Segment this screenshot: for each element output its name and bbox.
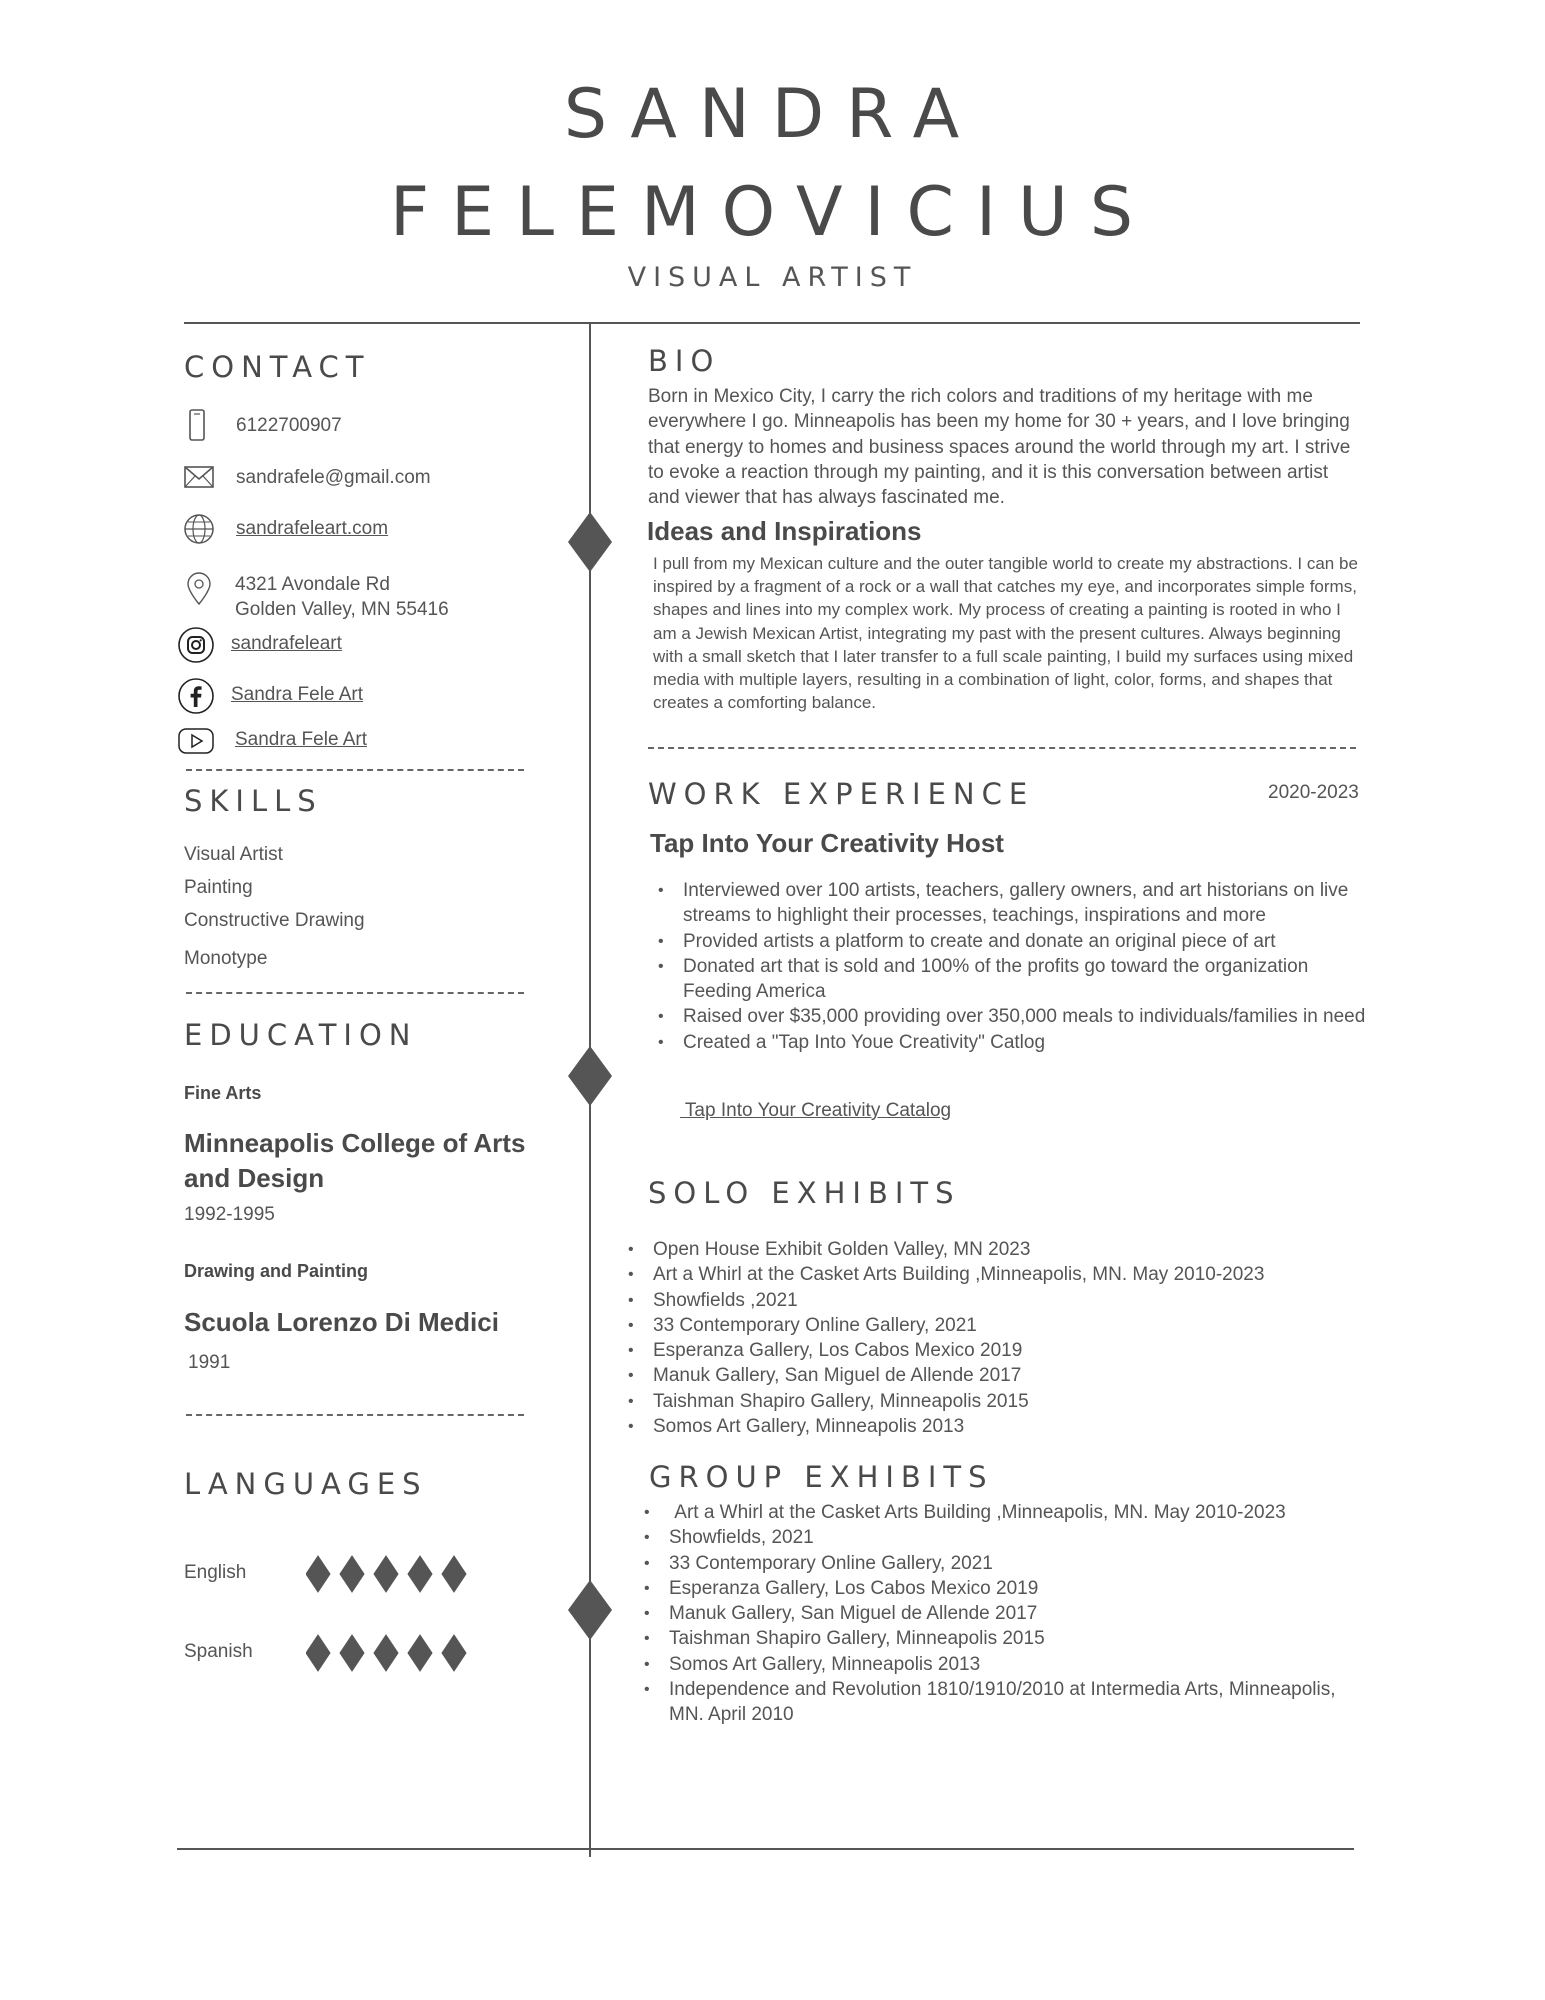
education-years: 1991 [188, 1352, 231, 1373]
first-name: SANDRA [563, 75, 982, 154]
skill-item: Constructive Drawing [184, 910, 365, 931]
list-item: • Donated art that is sold and 100% of the profits go toward the organization Feeding America [650, 954, 1366, 1005]
contact-heading: CONTACT [184, 350, 371, 384]
skill-item: Visual Artist [184, 844, 283, 865]
list-item: • Created a "Tap Into Youe Creativity" Catlog [650, 1030, 1366, 1055]
rating-diamonds [306, 1555, 476, 1593]
education-field: Drawing and Painting [184, 1261, 369, 1281]
work-bullets [650, 878, 1366, 1055]
catalog-link[interactable]: Tap Into Your Creativity Catalog [680, 1100, 952, 1121]
divider-diamond [568, 1046, 612, 1106]
facebook-icon[interactable] [178, 678, 214, 714]
instagram-link[interactable]: sandrafeleart [231, 633, 342, 654]
last-name: FELEMOVICIUS [390, 173, 1155, 252]
skills-heading: SKILLS [184, 784, 323, 818]
bio-heading: BIO [648, 344, 721, 378]
website-link[interactable]: sandrafeleart.com [236, 518, 389, 539]
education-heading: EDUCATION [184, 1018, 418, 1052]
group-list [636, 1500, 1360, 1728]
rating-diamond-filled [306, 1556, 330, 1592]
phone-icon [180, 408, 214, 442]
education-field: Fine Arts [184, 1083, 262, 1103]
list-item: • Raised over $35,000 providing over 350,000 meals to individuals/families in need [650, 1004, 1366, 1029]
bottom-rule [177, 1848, 1354, 1850]
instagram-icon[interactable] [178, 627, 214, 663]
language-name: Spanish [184, 1641, 253, 1662]
work-years: 2020-2023 [1268, 782, 1359, 803]
list-item: • Esperanza Gallery, Los Cabos Mexico 2019 [620, 1338, 1360, 1363]
top-rule [184, 322, 1360, 324]
job-title: VISUAL ARTIST [627, 262, 918, 293]
education-school: Minneapolis College of Arts and Design [184, 1128, 526, 1193]
section-divider [648, 747, 1356, 749]
location-pin-icon [182, 572, 216, 606]
list-item: • Provided artists a platform to create and donate an original piece of art [650, 929, 1366, 954]
divider-diamond [568, 512, 612, 572]
list-item: • 33 Contemporary Online Gallery, 2021 [636, 1551, 1360, 1576]
bio-text: Born in Mexico City, I carry the rich colors and traditions of my heritage with me everywhere I go. Minneapolis has been my home for 30 + years, and I love bringing that energy to homes and business spaces around the world through my art. I strive to evoke a reaction through my painting, and it is this conversation between artist and viewer that has always fascinated me. [648, 386, 1351, 509]
rating-diamond-filled [374, 1635, 398, 1671]
skill-item: Monotype [184, 948, 268, 969]
education-years: 1992-1995 [184, 1204, 275, 1225]
list-item: • Open House Exhibit Golden Valley, MN 2023 [620, 1237, 1360, 1262]
list-item: • Showfields ,2021 [620, 1288, 1360, 1313]
language-rating [306, 1555, 476, 1598]
list-item: • Somos Art Gallery, Minneapolis 2013 [620, 1414, 1360, 1439]
rating-diamond-filled [306, 1635, 330, 1671]
work-role: Tap Into Your Creativity Host [650, 828, 1004, 858]
list-item: • Independence and Revolution 1810/1910/2010 at Intermedia Arts, Minneapolis, MN. April 2010 [636, 1677, 1360, 1728]
rating-diamond-filled [340, 1556, 364, 1592]
globe-icon [182, 512, 216, 546]
list-item: • Art a Whirl at the Casket Arts Building ,Minneapolis, MN. May 2010-2023 [636, 1500, 1360, 1525]
facebook-link[interactable]: Sandra Fele Art [231, 684, 364, 705]
email-icon [182, 460, 216, 494]
solo-list [620, 1237, 1360, 1439]
list-item: • Art a Whirl at the Casket Arts Building ,Minneapolis, MN. May 2010-2023 [620, 1262, 1360, 1287]
list-item: • Taishman Shapiro Gallery, Minneapolis 2015 [620, 1389, 1360, 1414]
list-item: • Interviewed over 100 artists, teachers, gallery owners, and art historians on live streams to highlight their processes, teachings, inspirations and more [650, 878, 1366, 929]
rating-diamonds [306, 1634, 476, 1672]
section-divider [186, 1414, 524, 1416]
list-item: • Showfields, 2021 [636, 1525, 1360, 1550]
list-item: • Manuk Gallery, San Miguel de Allende 2017 [620, 1363, 1360, 1388]
phone-number[interactable]: 6122700907 [236, 415, 342, 436]
youtube-icon[interactable] [178, 726, 214, 756]
rating-diamond-filled [408, 1635, 432, 1671]
skill-item: Painting [184, 877, 253, 898]
address-line-2: Golden Valley, MN 55416 [235, 599, 449, 620]
rating-diamond-filled [442, 1556, 466, 1592]
languages-heading: LANGUAGES [184, 1467, 428, 1501]
language-rating [306, 1634, 476, 1677]
list-item: • Somos Art Gallery, Minneapolis 2013 [636, 1652, 1360, 1677]
ideas-text: I pull from my Mexican culture and the outer tangible world to create my abstractions. I can be inspired by a fragment of a rock or a wall that catches my eye, and incorporates simple forms, shapes and lines into my complex work. My process of creating a painting is rooted in who I am a Jewish Mexican Artist, integrating my past with the present cultures. Always beginning with a small sketch that I later transfer to a full scale painting, I build my surfaces using mixed media with multiple layers, resulting in a combination of light, color, forms, and shapes that creates a comforting balance. [653, 554, 1358, 713]
youtube-link[interactable]: Sandra Fele Art [235, 729, 368, 750]
group-heading: GROUP EXHIBITS [649, 1460, 994, 1494]
rating-diamond-filled [442, 1635, 466, 1671]
email-address[interactable]: sandrafele@gmail.com [236, 467, 431, 488]
list-item: • 33 Contemporary Online Gallery, 2021 [620, 1313, 1360, 1338]
solo-heading: SOLO EXHIBITS [648, 1176, 961, 1210]
divider-diamond [568, 1580, 612, 1640]
rating-diamond-filled [374, 1556, 398, 1592]
education-school: Scuola Lorenzo Di Medici [184, 1307, 499, 1337]
list-item: • Esperanza Gallery, Los Cabos Mexico 2019 [636, 1576, 1360, 1601]
work-heading: WORK EXPERIENCE [648, 777, 1035, 811]
rating-diamond-filled [340, 1635, 364, 1671]
address-line-1: 4321 Avondale Rd [235, 574, 390, 595]
list-item: • Manuk Gallery, San Miguel de Allende 2017 [636, 1601, 1360, 1626]
section-divider [186, 992, 524, 994]
language-name: English [184, 1562, 247, 1583]
ideas-heading: Ideas and Inspirations [647, 516, 922, 546]
list-item: • Taishman Shapiro Gallery, Minneapolis 2015 [636, 1626, 1360, 1651]
section-divider [186, 769, 524, 771]
rating-diamond-filled [408, 1556, 432, 1592]
